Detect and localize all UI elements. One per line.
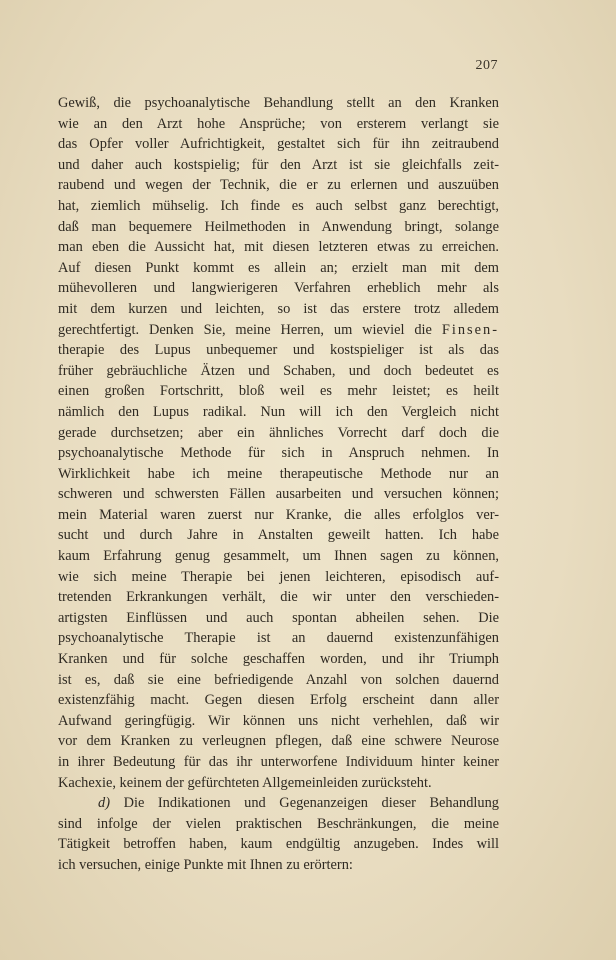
text-line: kaum Erfahrung genug gesammelt, um Ihnen sagen zu können,	[58, 548, 499, 565]
text-line: mühevolleren und langwierigeren Verfahren erheblich mehr als	[58, 280, 499, 297]
text-line: Kranken und für solche geschaffen worden, und ihr Triumph	[58, 651, 499, 668]
text-line: das Opfer voller Aufrichtigkeit, gestaltet sich für ihn zeitraubend	[58, 136, 499, 153]
text-line: mit dem kurzen und leichten, so ist das erstere trotz alledem	[58, 300, 499, 317]
text-line: psychoanalytische Methode für sich in Anspruch nehmen. In	[58, 445, 499, 462]
text-line: wie an den Arzt hohe Ansprüche; von ersterem verlangt sie	[58, 115, 499, 132]
text-line: einen großen Fortschritt, bloß weil es mehr leistet; es heilt	[58, 383, 499, 400]
text-line: Wirklichkeit habe ich meine therapeutische Methode nur an	[58, 465, 499, 482]
text-line: daß man bequemere Heilmethoden in Anwendung bringt, solange	[58, 218, 499, 235]
text-line: psychoanalytische Therapie ist an dauernd existenzunfähigen	[58, 630, 499, 647]
text-line: raubend und wegen der Technik, die er zu erlernen und auszuüben	[58, 177, 499, 194]
text-line: ich versuchen, einige Punkte mit Ihnen zu erörtern:	[58, 856, 353, 873]
body-text	[58, 93, 499, 876]
paragraph-marker: d)	[98, 795, 110, 812]
text-line: Aufwand geringfügig. Wir können uns nicht verhehlen, daß wir	[58, 712, 499, 729]
page-number: 207	[475, 58, 498, 73]
text-line-part: gerechtfertigt. Denken Sie, meine Herren, um wieviel die	[58, 321, 432, 338]
text-line: wie sich meine Therapie bei jenen leichteren, episodisch auf-	[58, 568, 499, 585]
text-line: Kachexie, keinem der gefürchteten Allgemeinleiden zurücksteht.	[58, 774, 432, 791]
text-line: sucht und durch Jahre in Anstalten geweilt hatten. Ich habe	[58, 527, 499, 544]
text-line: Tätigkeit betroffen haben, kaum endgültig anzugeben. Indes will	[58, 836, 499, 853]
text-line-finsen	[58, 320, 499, 341]
finsen-word: Finsen-	[441, 321, 499, 338]
text-line: in ihrer Bedeutung für das ihr unterworfene Individuum hinter keiner	[58, 754, 499, 770]
text-line-part: Die Indikationen und Gegenanzeigen dieser Behandlung	[123, 795, 499, 812]
text-line: nämlich den Lupus radikal. Nun will ich den Vergleich nicht	[58, 403, 499, 420]
text-line: schweren und schwersten Fällen ausarbeiten und versuchen können;	[58, 486, 499, 503]
paragraph-d-first-line	[58, 793, 499, 814]
text-line: Gewiß, die psychoanalytische Behandlung stellt an den Kranken	[58, 95, 499, 111]
text-line: gerade durchsetzen; aber ein ähnliches Vorrecht darf doch die	[58, 424, 499, 441]
text-line: man eben die Aussicht hat, mit diesen letzteren etwas zu erreichen.	[58, 239, 499, 256]
text-line: und daher auch kostspielig; für den Arzt ist sie gleichfalls zeit-	[58, 156, 499, 173]
text-line: tretenden Erkrankungen verhält, die wir unter den verschieden-	[58, 589, 499, 606]
text-line: mein Material waren zuerst nur Kranke, die alles erfolglos ver-	[58, 506, 499, 523]
text-line: hat, ziemlich mühselig. Ich finde es auch selbst ganz berechtigt,	[58, 197, 499, 214]
text-line: artigsten Einflüssen und auch spontan abheilen sehen. Die	[58, 609, 499, 626]
text-line: existenzfähig macht. Gegen diesen Erfolg erscheint dann aller	[58, 692, 499, 709]
text-line: Auf diesen Punkt kommt es allein an; erzielt man mit dem	[58, 259, 499, 276]
text-line: therapie des Lupus unbequemer und kostspieliger ist als das	[58, 342, 499, 359]
text-line: früher gebräuchliche Ätzen und Schaben, und doch bedeutet es	[58, 362, 499, 379]
text-line: sind infolge der vielen praktischen Beschränkungen, die meine	[58, 815, 499, 832]
text-line: ist es, daß sie eine befriedigende Anzahl von solchen dauernd	[58, 671, 499, 688]
text-line: vor dem Kranken zu verleugnen pflegen, daß eine schwere Neurose	[58, 733, 499, 750]
